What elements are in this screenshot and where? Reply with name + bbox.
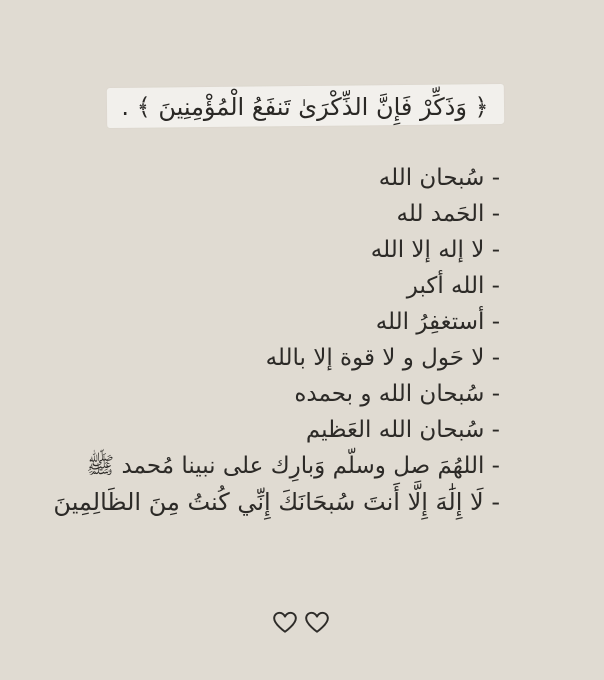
dhikr-item: - الحَمد لله (396, 201, 500, 227)
hearts-decoration (272, 610, 332, 636)
dhikr-item: - لا إله إلا الله (370, 237, 500, 263)
dhikr-item: - لَا إِلَٰهَ إِلَّا أَنتَ سُبحَانَكَ إِنِّي كُنتُ مِنَ الظَالِمِينَ (53, 488, 500, 516)
dhikr-item: - سُبحان الله و بحمده (294, 381, 500, 407)
dhikr-item: - سُبحان الله العَظيم (305, 417, 500, 443)
quran-verse-title: ﴿ وَذَكِّرْ فَإِنَّ الذِّكْرَىٰ تَنفَعُ الْمُؤْمِنِينَ ﴾ . (121, 93, 489, 121)
heart-outline-icon (304, 610, 330, 634)
heart-outline-icon (272, 610, 298, 634)
dhikr-item: - لا حَول و لا قوة إلا بالله (265, 345, 500, 371)
dhikr-item: - سُبحان الله (378, 165, 500, 191)
dhikr-item: - الله أكبر (406, 273, 500, 299)
dhikr-list (53, 160, 500, 520)
dhikr-item: - اللهُمَ صل وسلّم وَبارِك على نبينا مُحمد ﷺ (86, 453, 500, 479)
dhikr-item: - أستغفِرُ الله (375, 309, 500, 335)
